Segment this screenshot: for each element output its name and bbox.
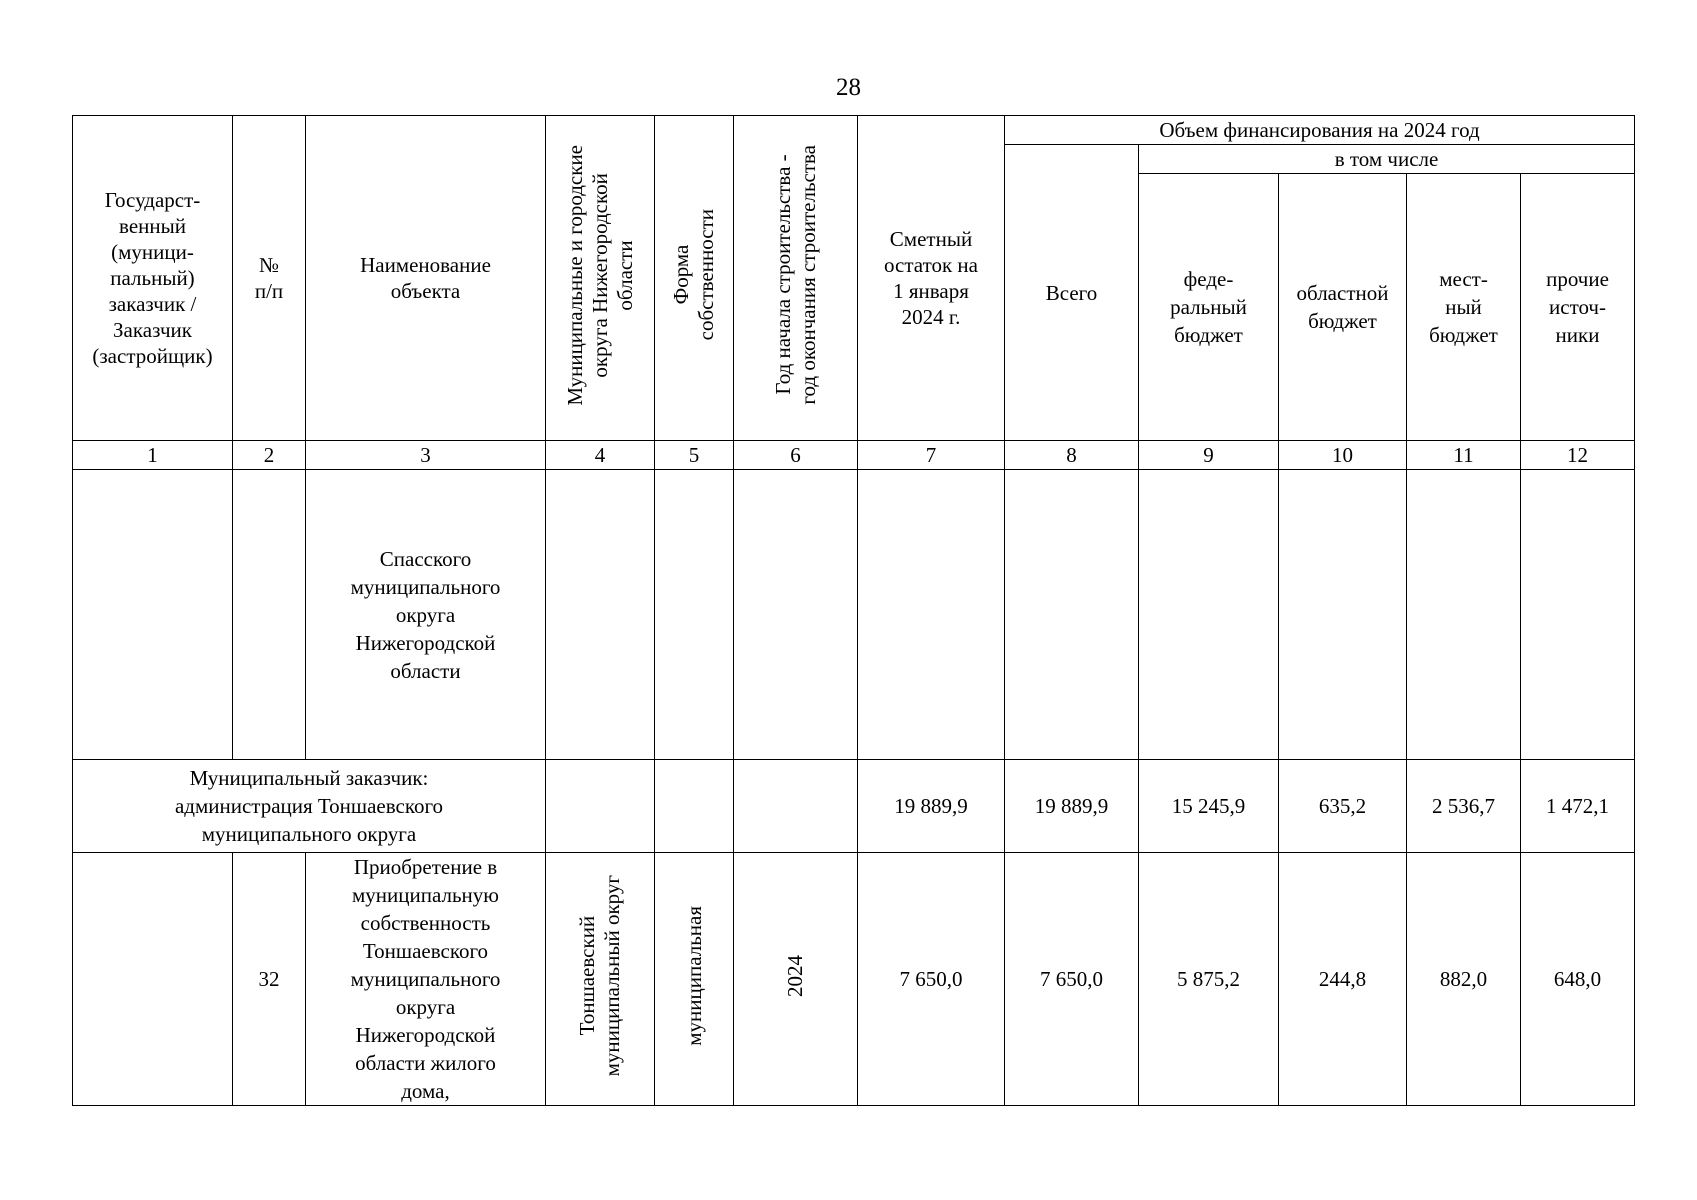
column-number: 3	[306, 441, 546, 470]
customer-total: 19 889,9	[1005, 760, 1139, 853]
customer-federal: 15 245,9	[1139, 760, 1279, 853]
empty-cell	[233, 470, 306, 760]
column-number: 1	[73, 441, 233, 470]
object-name: Приобретение в муниципальную собственность Тоншаевского муниципального округа Нижегородской области жилого дома,	[306, 853, 546, 1106]
column-number-row	[73, 441, 1635, 470]
header-remainder: Сметный остаток на 1 января 2024 г.	[858, 116, 1005, 441]
header-total: Всего	[1005, 145, 1139, 441]
empty-cell	[1521, 470, 1635, 760]
empty-cell	[1407, 470, 1521, 760]
header-ownership-cell	[655, 116, 734, 441]
object-local: 882,0	[1407, 853, 1521, 1106]
empty-cell	[546, 470, 655, 760]
column-number: 6	[734, 441, 858, 470]
customer-other: 1 472,1	[1521, 760, 1635, 853]
empty-cell	[1005, 470, 1139, 760]
customer-remainder: 19 889,9	[858, 760, 1005, 853]
column-number: 5	[655, 441, 734, 470]
empty-cell	[734, 760, 858, 853]
empty-cell	[655, 470, 734, 760]
column-number: 9	[1139, 441, 1279, 470]
column-number: 4	[546, 441, 655, 470]
column-number: 10	[1279, 441, 1407, 470]
object-ownership-cell	[655, 853, 734, 1106]
empty-cell	[1279, 470, 1407, 760]
empty-cell	[858, 470, 1005, 760]
empty-cell	[73, 470, 233, 760]
page-number: 28	[836, 74, 861, 101]
customer-row	[73, 760, 1635, 853]
column-number: 11	[1407, 441, 1521, 470]
object-total: 7 650,0	[1005, 853, 1139, 1106]
object-remainder: 7 650,0	[858, 853, 1005, 1106]
header-object-name: Наименование объекта	[306, 116, 546, 441]
empty-cell	[655, 760, 734, 853]
object-years-cell	[734, 853, 858, 1106]
object-ownership: муниципальная	[681, 905, 706, 1046]
header-customer: Государст- венный (муници- пальный) заказчик / Заказчик (застройщик)	[73, 116, 233, 441]
object-regional: 244,8	[1279, 853, 1407, 1106]
column-number: 7	[858, 441, 1005, 470]
empty-cell	[546, 760, 655, 853]
object-row	[73, 853, 1635, 1106]
header-regional: областной бюджет	[1279, 174, 1407, 441]
header-local: мест- ный бюджет	[1407, 174, 1521, 441]
header-row-1	[73, 116, 1635, 145]
object-district: Тоншаевский муниципальный округ	[575, 874, 624, 1077]
object-other: 648,0	[1521, 853, 1635, 1106]
column-number: 12	[1521, 441, 1635, 470]
financing-table	[72, 115, 1635, 1106]
header-number: № п/п	[233, 116, 306, 441]
header-funding-title: Объем финансирования на 2024 год	[1005, 116, 1635, 145]
object-district-cell	[546, 853, 655, 1106]
header-years-cell	[734, 116, 858, 441]
object-number: 32	[233, 853, 306, 1106]
header-districts-cell	[546, 116, 655, 441]
empty-cell	[73, 853, 233, 1106]
header-federal: феде- ральный бюджет	[1139, 174, 1279, 441]
empty-cell	[1139, 470, 1279, 760]
customer-label: Муниципальный заказчик: администрация Тоншаевского муниципального округа	[73, 760, 546, 853]
header-other: прочие источ- ники	[1521, 174, 1635, 441]
continuation-object-name: Спасского муниципального округа Нижегородской области	[306, 470, 546, 760]
customer-local: 2 536,7	[1407, 760, 1521, 853]
continuation-row	[73, 470, 1635, 760]
column-number: 2	[233, 441, 306, 470]
object-federal: 5 875,2	[1139, 853, 1279, 1106]
customer-regional: 635,2	[1279, 760, 1407, 853]
header-ownership: Форма собственности	[669, 209, 718, 341]
header-years: Год начала строительства - год окончания строительства	[770, 145, 820, 405]
object-years: 2024	[783, 954, 807, 997]
column-number: 8	[1005, 441, 1139, 470]
empty-cell	[734, 470, 858, 760]
header-districts: Муниципальные и городские округа Нижегородской области	[562, 144, 637, 406]
header-including: в том числе	[1139, 145, 1635, 174]
